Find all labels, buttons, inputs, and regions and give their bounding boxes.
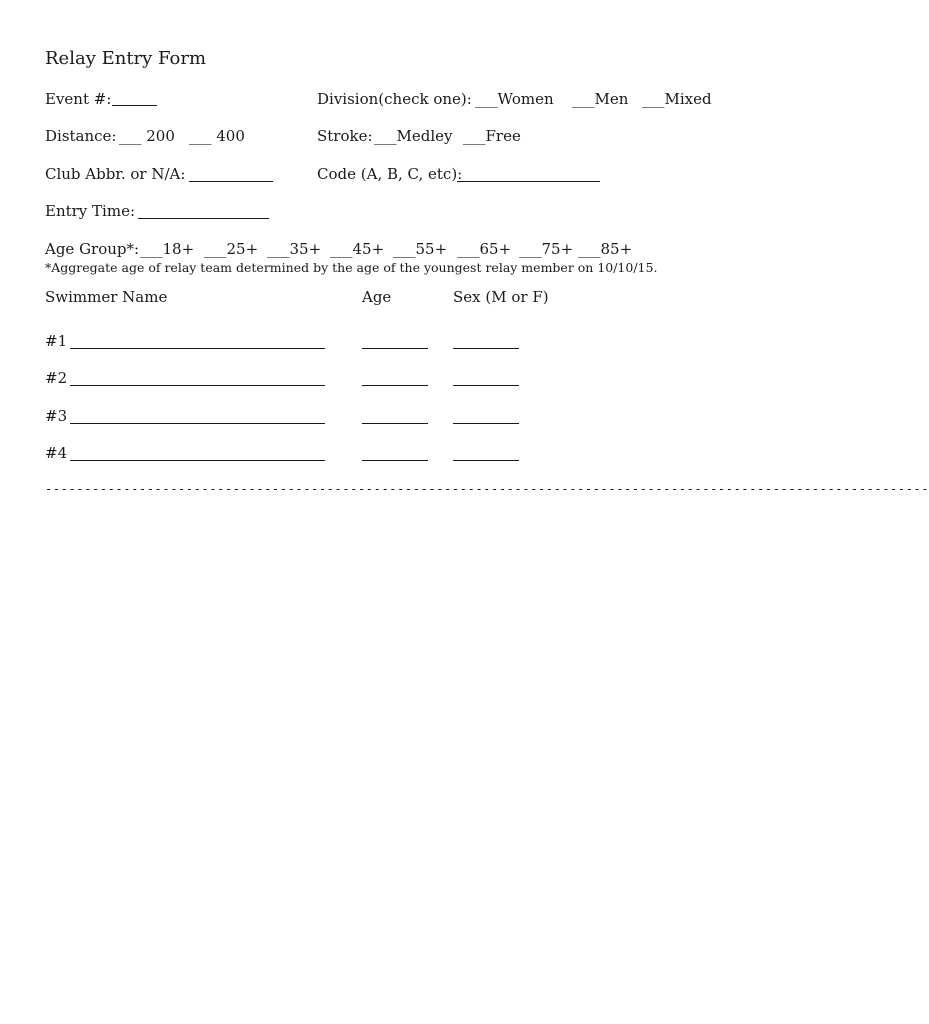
age-group-option-75[interactable]: ___75+: [519, 240, 574, 258]
swimmer-sex-field-4[interactable]: [453, 460, 519, 461]
distance-option-200[interactable]: ___ 200: [119, 127, 175, 145]
code-field[interactable]: [457, 181, 600, 182]
swimmer-row-label-3: #3: [45, 407, 68, 425]
distance-option-400[interactable]: ___ 400: [189, 127, 245, 145]
swimmer-name-field-1[interactable]: [70, 348, 325, 349]
stroke-label: Stroke:: [317, 127, 373, 145]
swimmer-age-field-1[interactable]: [362, 348, 428, 349]
swimmer-sex-field-3[interactable]: [453, 423, 519, 424]
stroke-option-free[interactable]: ___Free: [463, 127, 521, 145]
division-option-women[interactable]: ___Women: [475, 90, 554, 108]
age-group-option-18[interactable]: ___18+: [140, 240, 195, 258]
division-label: Division(check one):: [317, 90, 472, 108]
event-number-field[interactable]: [112, 105, 157, 106]
age-group-option-35[interactable]: ___35+: [267, 240, 322, 258]
age-group-option-45[interactable]: ___45+: [330, 240, 385, 258]
club-label: Club Abbr. or N/A:: [45, 165, 186, 183]
sex-header: Sex (M or F): [453, 288, 549, 306]
age-group-option-25[interactable]: ___25+: [204, 240, 259, 258]
swimmer-age-field-2[interactable]: [362, 385, 428, 386]
swimmer-age-field-4[interactable]: [362, 460, 428, 461]
distance-label: Distance:: [45, 127, 117, 145]
stroke-option-medley[interactable]: ___Medley: [374, 127, 453, 145]
swimmer-row-label-4: #4: [45, 444, 68, 462]
code-label: Code (A, B, C, etc):: [317, 165, 463, 183]
age-group-option-55[interactable]: ___55+: [393, 240, 448, 258]
swimmer-name-field-3[interactable]: [70, 423, 325, 424]
cut-line-separator: -----------------------------------------------------------------------------------------------------------------: [45, 482, 929, 496]
age-group-option-65[interactable]: ___65+: [457, 240, 512, 258]
swimmer-row-label-2: #2: [45, 369, 68, 387]
event-label: Event #:: [45, 90, 112, 108]
club-field[interactable]: [189, 181, 273, 182]
swimmer-row-label-1: #1: [45, 332, 68, 350]
age-group-note: *Aggregate age of relay team determined by the age of the youngest relay member on 10/10/15.: [45, 260, 658, 275]
swimmer-name-header: Swimmer Name: [45, 288, 168, 306]
division-option-mixed[interactable]: ___Mixed: [642, 90, 712, 108]
age-group-label: Age Group*:: [45, 240, 140, 258]
swimmer-sex-field-1[interactable]: [453, 348, 519, 349]
entry-time-field[interactable]: [138, 218, 269, 219]
entry-time-label: Entry Time:: [45, 202, 136, 220]
age-group-option-85[interactable]: ___85+: [578, 240, 633, 258]
swimmer-name-field-4[interactable]: [70, 460, 325, 461]
swimmer-age-field-3[interactable]: [362, 423, 428, 424]
swimmer-name-field-2[interactable]: [70, 385, 325, 386]
swimmer-sex-field-2[interactable]: [453, 385, 519, 386]
form-title: Relay Entry Form: [45, 48, 207, 69]
age-header: Age: [362, 288, 392, 306]
division-option-men[interactable]: ___Men: [572, 90, 629, 108]
